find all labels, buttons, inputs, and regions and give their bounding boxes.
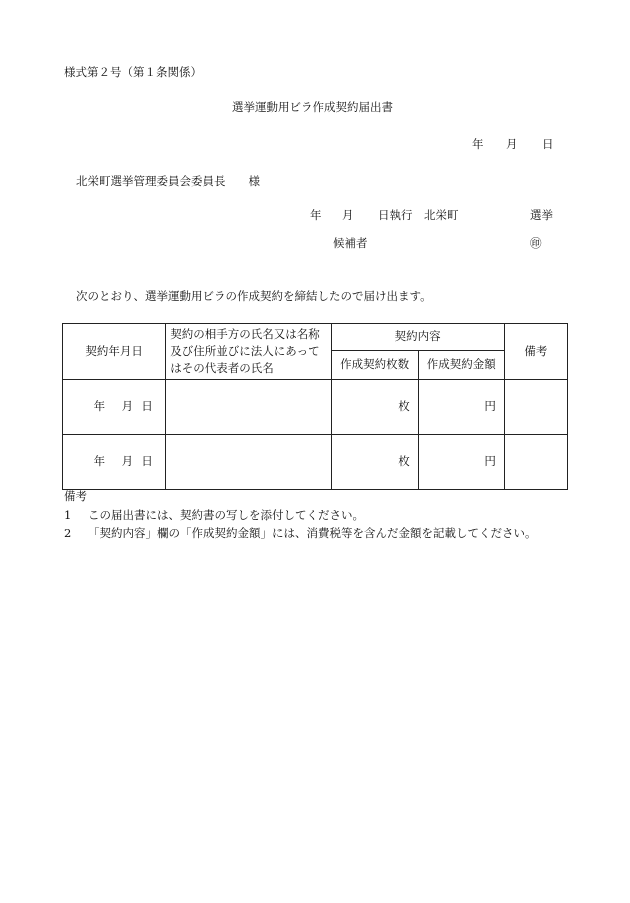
- date-day: 日: [542, 137, 554, 151]
- row-year: 年: [93, 399, 106, 414]
- remark-item: [64, 528, 537, 540]
- header-contract-date: 契約年月日: [63, 324, 166, 380]
- header-contract-details: 契約内容: [331, 324, 504, 351]
- date-year: 年: [472, 137, 484, 151]
- header-amount: 作成契約金額: [418, 351, 504, 380]
- remark-number: 1: [64, 508, 72, 522]
- date-month: 月: [506, 137, 518, 151]
- election-month: 月: [342, 208, 354, 222]
- row-count: 枚: [331, 380, 418, 435]
- row-party: [166, 435, 331, 490]
- remark-number: 2: [64, 526, 72, 540]
- row-day: 日: [141, 399, 153, 414]
- remark-text: この届出書には、契約書の写しを添付してください。: [88, 508, 364, 522]
- contract-table: [62, 323, 568, 490]
- submission-date: [472, 139, 554, 151]
- remarks-title: 備考: [64, 489, 87, 503]
- election-line: [310, 210, 553, 222]
- row-count: 枚: [331, 435, 418, 490]
- row-remarks: [504, 435, 567, 490]
- row-date: [63, 380, 166, 435]
- form-number: 様式第２号（第１条関係）: [64, 65, 202, 79]
- table-row: [63, 380, 568, 435]
- row-remarks: [504, 380, 567, 435]
- row-amount: 円: [418, 435, 504, 490]
- election-label: 選挙: [530, 208, 553, 222]
- row-day: 日: [141, 454, 153, 469]
- row-party: [166, 380, 331, 435]
- header-remarks: 備考: [504, 324, 567, 380]
- election-year: 年: [310, 208, 322, 222]
- election-day-exec: 日執行: [378, 208, 413, 222]
- header-count: 作成契約枚数: [331, 351, 418, 380]
- header-party: 契約の相手方の氏名又は名称及び住所並びに法人にあってはその代表者の氏名: [166, 324, 331, 380]
- row-month: 月: [121, 454, 134, 469]
- remark-item: [64, 510, 364, 522]
- intro-text: 次のとおり、選挙運動用ビラの作成契約を締結したので届け出ます。: [76, 289, 432, 303]
- row-amount: 円: [418, 380, 504, 435]
- remark-text: 「契約内容」欄の「作成契約金額」には、消費税等を含んだ金額を記載してください。: [88, 526, 537, 540]
- row-year: 年: [93, 454, 106, 469]
- election-town: 北栄町: [424, 208, 459, 222]
- seal-mark: ㊞: [530, 236, 542, 250]
- row-date: [63, 435, 166, 490]
- addressee: 北栄町選挙管理委員会委員長 様: [76, 174, 260, 188]
- row-month: 月: [121, 399, 134, 414]
- table-row: [63, 435, 568, 490]
- document-title: 選挙運動用ビラ作成契約届出書: [232, 100, 393, 114]
- candidate-label: 候補者: [333, 236, 368, 250]
